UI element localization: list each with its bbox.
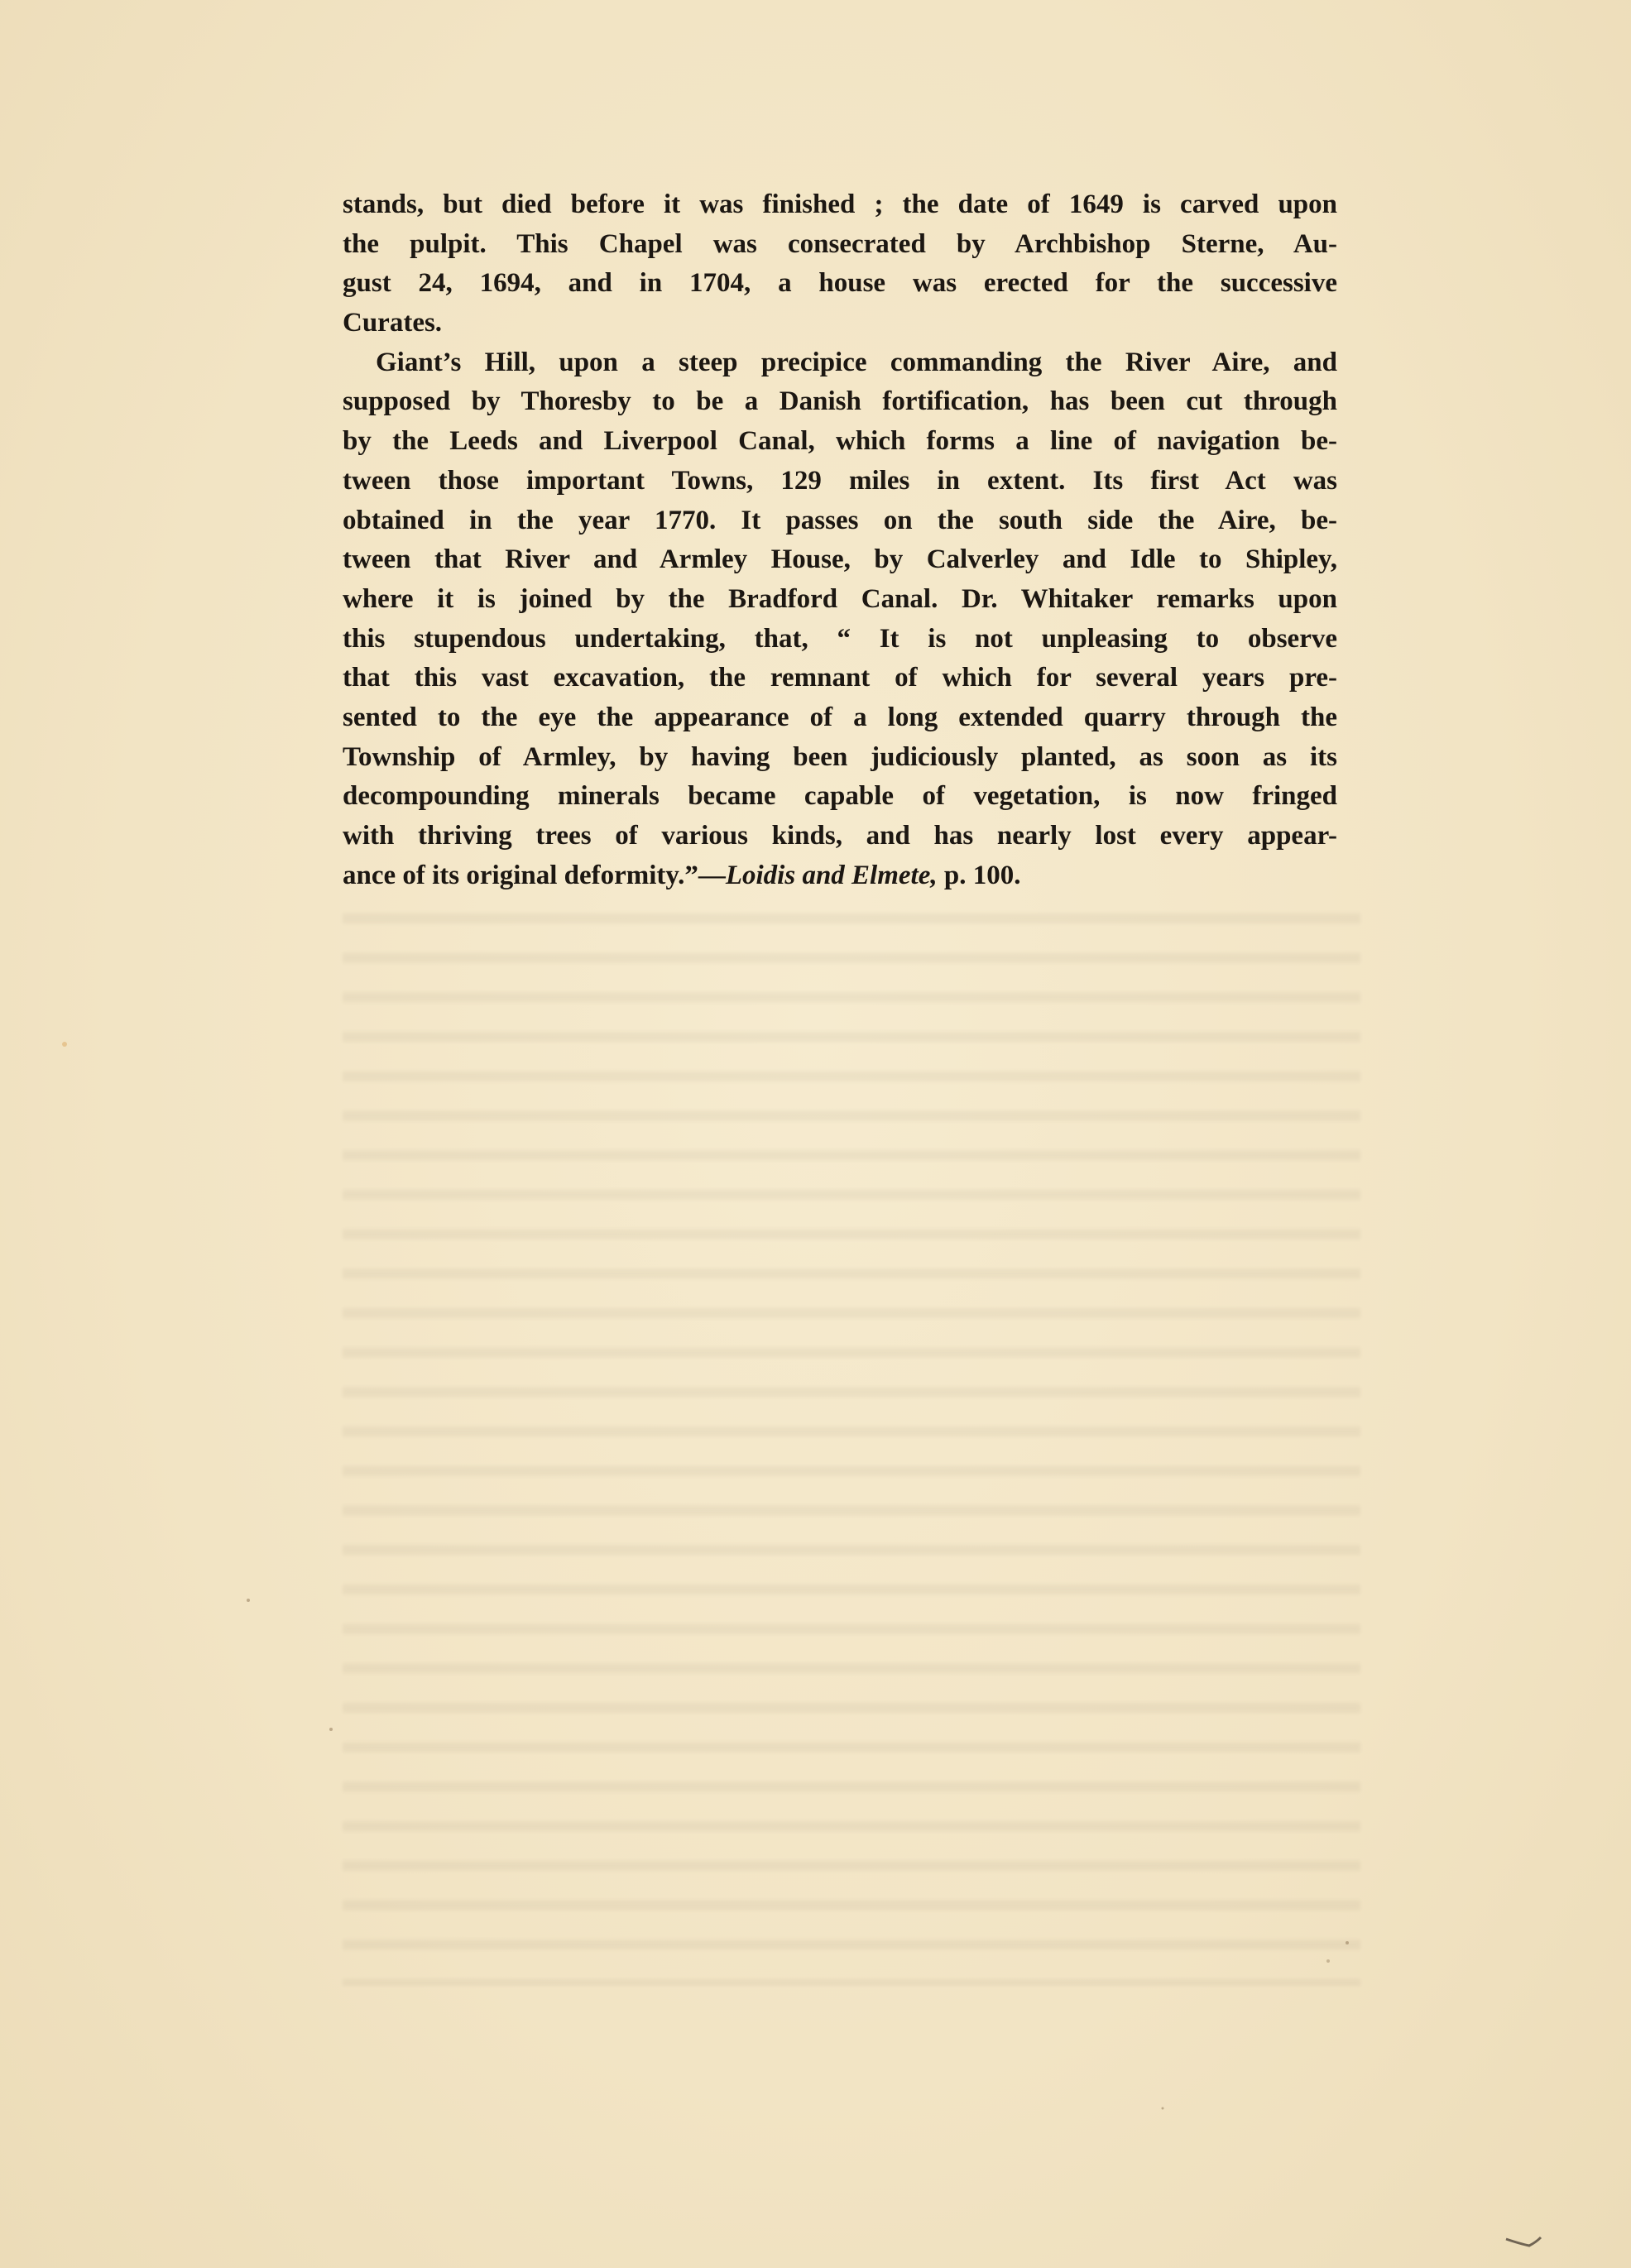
speck bbox=[329, 1728, 333, 1731]
text-line: tween those important Towns, 129 miles in extent. Its first Act was bbox=[343, 465, 1337, 496]
speck bbox=[1326, 1959, 1330, 1963]
text-line: supposed by Thoresby to be a Danish fortification, has been cut through bbox=[343, 386, 1337, 417]
text-line: Curates. bbox=[343, 308, 443, 338]
text-line: decompounding minerals became capable of vegetation, is now fringed bbox=[343, 781, 1337, 812]
text-line: stands, but died before it was finished ; the date of 1649 is carved upon bbox=[343, 189, 1337, 219]
text-line: this stupendous undertaking, that, “ It is not unpleasing to observe bbox=[343, 623, 1337, 654]
text-line: where it is joined by the Bradford Canal. Dr. Whitaker remarks upon bbox=[343, 583, 1337, 614]
speck bbox=[1346, 1941, 1349, 1944]
text-line: by the Leeds and Liverpool Canal, which forms a line of navigation be- bbox=[343, 426, 1337, 457]
speck bbox=[1162, 2107, 1164, 2110]
text-line: Giant’s Hill, upon a steep precipice commanding the River Aire, and bbox=[376, 347, 1337, 377]
text-fragment: ance of its original deformity.”— bbox=[343, 860, 726, 890]
speck bbox=[247, 1599, 250, 1602]
text-line: with thriving trees of various kinds, and has nearly lost every appear- bbox=[343, 821, 1337, 851]
text-line: tween that River and Armley House, by Calverley and Idle to Shipley, bbox=[343, 544, 1337, 575]
text-line: the pulpit. This Chapel was consecrated by Archbishop Sterne, Au- bbox=[343, 228, 1337, 259]
corner-blemish bbox=[1506, 2237, 1541, 2246]
text-line: that this vast excavation, the remnant of which for several years pre- bbox=[343, 663, 1337, 693]
text-line: sented to the eye the appearance of a long extended quarry through the bbox=[343, 702, 1337, 732]
text-line: Township of Armley, by having been judiciously planted, as soon as its bbox=[343, 741, 1337, 772]
citation-title: Loidis and Elmete, bbox=[725, 860, 938, 890]
text-line: gust 24, 1694, and in 1704, a house was erected for the successive bbox=[343, 268, 1337, 299]
speck bbox=[62, 1042, 67, 1047]
text-line: obtained in the year 1770. It passes on the south side the Aire, be- bbox=[343, 505, 1337, 535]
citation-page: p. 100. bbox=[937, 860, 1021, 890]
